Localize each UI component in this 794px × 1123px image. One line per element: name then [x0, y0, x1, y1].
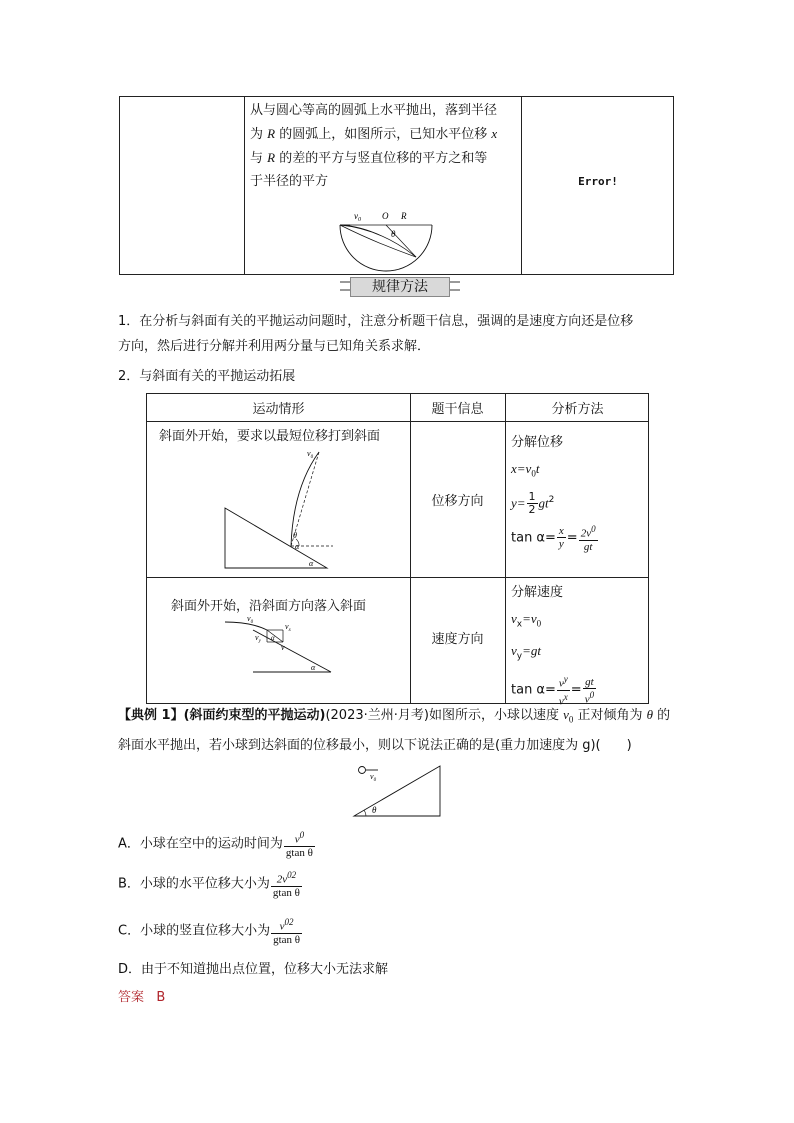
row2-v0-label: $v_0$	[247, 616, 254, 625]
row1-alpha1-label: α	[295, 542, 300, 551]
example-figure	[352, 762, 442, 818]
error-text: Error!	[578, 175, 618, 188]
row1-alpha2-label: α	[309, 559, 314, 568]
row1-info: 位移方向	[431, 494, 484, 509]
example-v0-label: $v_0$	[370, 772, 377, 783]
section-banner	[340, 276, 460, 296]
fig1-o-label: O	[382, 211, 389, 221]
row2-info: 速度方向	[431, 632, 484, 647]
example-tag: 【典例 1】(斜面约束型的平抛运动)	[118, 708, 326, 723]
rule-2-title: 2．与斜面有关的平抛运动拓展	[118, 369, 296, 384]
header-situation: 运动情形	[252, 402, 305, 417]
semicircle-figure	[336, 207, 436, 273]
answer	[118, 986, 165, 1005]
row2-v-label: v	[281, 643, 285, 652]
row1-method: 分解位移 $x=v_0t$ y= $\frac{1}{2}$ $gt^2$ tan α= $\frac{x}{y}$ = $\frac{2v^0}{gt}$	[511, 435, 596, 553]
row2-alpha1-label: α	[271, 634, 275, 642]
row1-v0-label: $v_0$	[307, 449, 314, 460]
row1-figure	[221, 448, 341, 570]
row2-vx-label: $v_x$	[285, 622, 291, 633]
option-c: C．小球的竖直位移大小为 $\frac{v^{02}}{\text{gtan θ}}$	[118, 917, 301, 946]
option-a: A．小球在空中的运动时间为 $\frac{v^0}{\text{gtan θ}}$	[118, 830, 313, 859]
top-table	[119, 96, 674, 275]
row2-alpha2-label: α	[311, 663, 316, 672]
top-table-description: 从与圆心等高的圆弧上水平抛出，落到半径 为 R 的圆弧上，如图所示，已知水平位移 x 与 R 的差的平方与竖直位移的平方之和等 于半径的平方	[250, 103, 498, 189]
method-table	[146, 393, 649, 708]
example-question: 【典例 1】(斜面约束型的平抛运动)(2023·兰州·月考)如图所示，小球以速度 $v_0$ 正对倾角为 θ 的 斜面水平抛出，若小球到达斜面的位移最小，则以下说法正确的是(重力加速度为 g)( )	[118, 707, 671, 753]
answer-label: 答案	[118, 990, 145, 1005]
row2-figure	[223, 616, 341, 676]
row1-situation: 斜面外开始，要求以最短位移打到斜面	[159, 429, 381, 444]
header-method: 分析方法	[551, 402, 604, 417]
fig1-r-label: R	[401, 211, 407, 221]
fig1-v0-label: $v_0$	[354, 211, 361, 223]
row1-theta-label: θ	[293, 531, 297, 540]
header-info: 题干信息	[431, 402, 484, 417]
banner-title: 规律方法	[350, 277, 450, 297]
answer-value: B	[156, 990, 166, 1005]
fig1-theta-label: θ	[391, 229, 396, 239]
row2-vy-label: $v_y$	[255, 633, 261, 644]
option-b: B．小球的水平位移大小为 $\frac{2v^{02}}{\text{gtan θ}}$	[118, 870, 300, 899]
example-theta-label: θ	[372, 805, 377, 815]
option-d: D．由于不知道抛出点位置，位移大小无法求解	[118, 962, 389, 977]
row2-situation: 斜面外开始，沿斜面方向落入斜面	[171, 599, 367, 614]
rule-1: 1．在分析与斜面有关的平抛运动问题时，注意分析题干信息，强调的是速度方向还是位移 方向，然后进行分解并利用两分量与已知角关系求解．	[118, 314, 634, 354]
row2-method: 分解速度 $v_x=v_0$ $v_y=gt$ tan α= $\frac{v^y}{v^x}$ = $\frac{gt}{v^0}$	[511, 585, 595, 708]
